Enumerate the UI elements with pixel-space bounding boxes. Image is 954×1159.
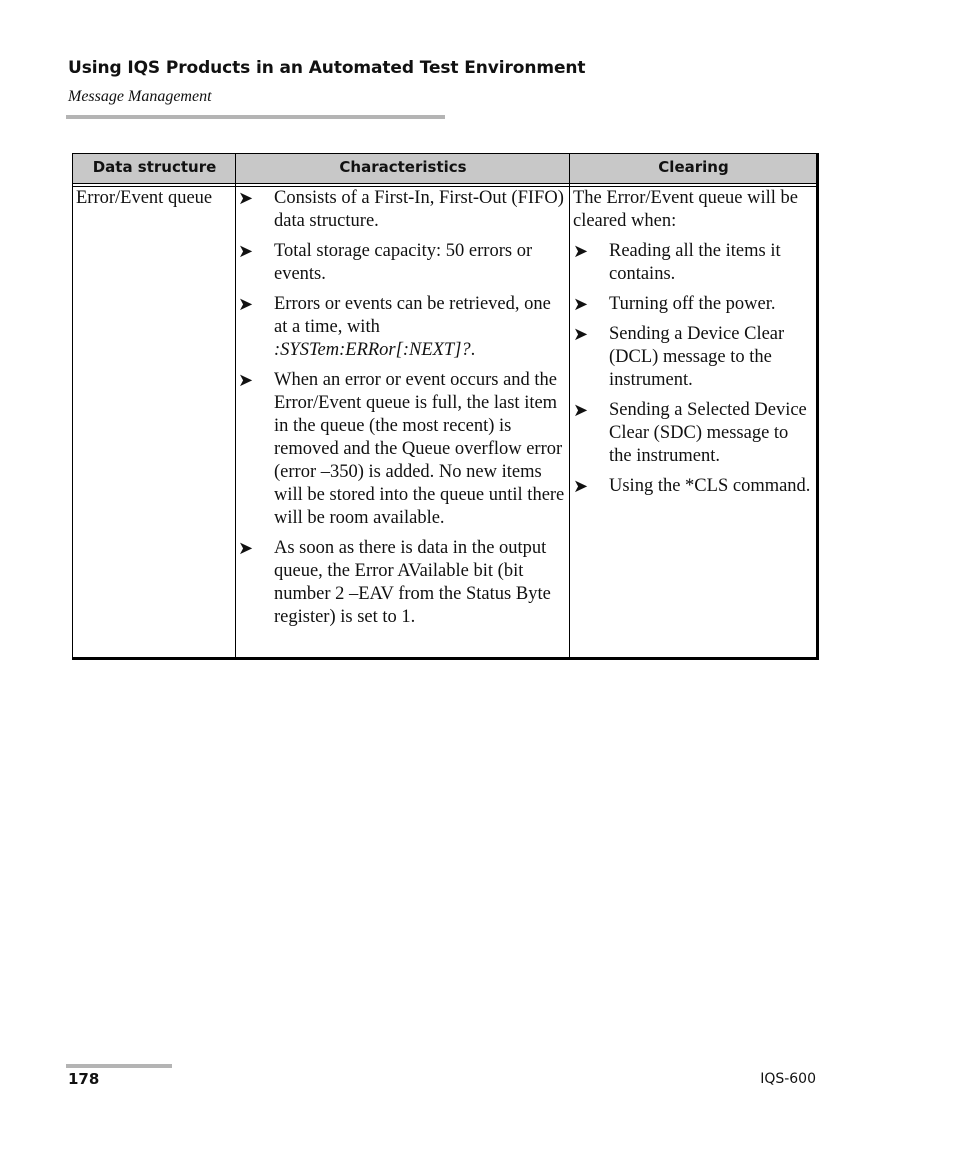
arrow-bullet-icon: ➤ [573, 400, 589, 420]
list-item [238, 240, 565, 286]
list-item [573, 323, 811, 392]
header-clearing: Clearing [658, 158, 729, 176]
column-divider [569, 154, 570, 657]
characteristic-text: Errors or events can be retrieved, one at a time, with [274, 294, 551, 337]
arrow-bullet-icon: ➤ [573, 294, 589, 314]
page-title: Using IQS Products in an Automated Test Environment [68, 58, 586, 78]
clearing-text: Reading all the items it contains. [609, 241, 781, 284]
data-structure-value: Error/Event queue [76, 188, 213, 208]
header-data-structure: Data structure [92, 158, 217, 176]
header-characteristics: Characteristics [339, 158, 467, 176]
clearing-text: Sending a Device Clear (DCL) message to the instrument. [609, 324, 785, 390]
arrow-bullet-icon: ➤ [238, 370, 254, 390]
scpi-command: :SYSTem:ERRor[:NEXT]? [274, 340, 471, 360]
footer-rule [66, 1064, 172, 1068]
characteristic-text: When an error or event occurs and the Error/Event queue is full, the last item in the queue (the most recent) is removed and the Queue overflow error (error –350) is added. No new items will be stored into the queue until there will be room available. [274, 370, 565, 528]
list-item [573, 240, 811, 286]
arrow-bullet-icon: ➤ [573, 476, 589, 496]
characteristic-text: As soon as there is data in the output queue, the Error AVailable bit (bit number 2 –EAV from the Status Byte register) is set to 1. [274, 538, 551, 627]
arrow-bullet-icon: ➤ [573, 324, 589, 344]
section-subtitle: Message Management [68, 88, 212, 105]
clearing-intro: The Error/Event queue will be cleared when: [573, 188, 798, 231]
column-divider [235, 154, 236, 657]
arrow-bullet-icon: ➤ [573, 241, 589, 261]
list-item [238, 369, 565, 530]
list-item [573, 399, 811, 468]
characteristic-text: Consists of a First-In, First-Out (FIFO) data structure. [274, 188, 564, 231]
clearing-text: Turning off the power. [609, 294, 776, 314]
arrow-bullet-icon: ➤ [238, 241, 254, 261]
characteristic-text-block: Errors or events can be retrieved, one at a time, with :SYSTem:ERRor[:NEXT]?. [274, 294, 551, 360]
table-header-row [73, 154, 816, 184]
message-table [72, 153, 819, 660]
clearing-text: Using the *CLS command. [609, 476, 811, 496]
characteristics-cell [238, 187, 565, 636]
product-name: IQS-600 [760, 1071, 816, 1087]
arrow-bullet-icon: ➤ [238, 188, 254, 208]
arrow-bullet-icon: ➤ [238, 538, 254, 558]
list-item [238, 537, 565, 629]
page-number: 178 [68, 1070, 100, 1088]
arrow-bullet-icon: ➤ [238, 294, 254, 314]
list-item [238, 293, 565, 362]
header-rule [66, 115, 445, 119]
data-structure-cell [76, 187, 234, 210]
list-item [573, 293, 811, 316]
list-item [573, 475, 811, 498]
list-item [238, 187, 565, 233]
characteristic-text: Total storage capacity: 50 errors or events. [274, 241, 533, 284]
clearing-text: Sending a Selected Device Clear (SDC) message to the instrument. [609, 400, 807, 466]
clearing-cell [573, 187, 811, 505]
